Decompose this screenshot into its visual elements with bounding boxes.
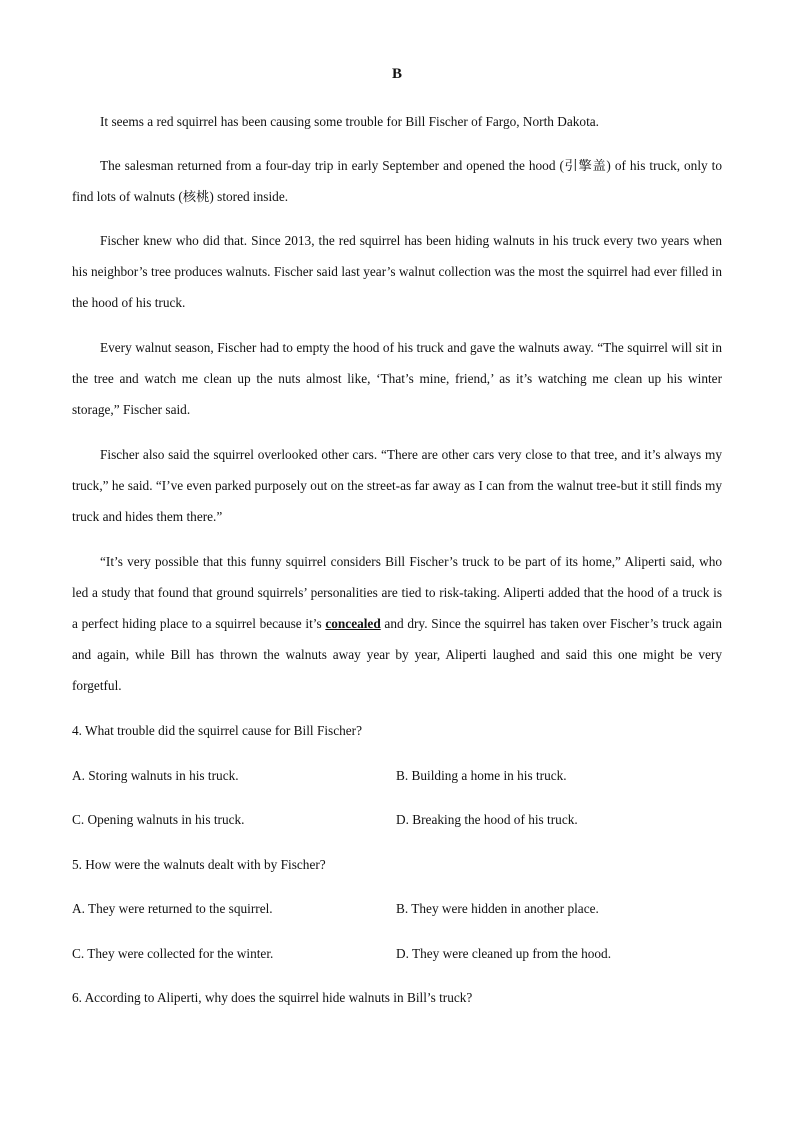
section-title: B bbox=[391, 66, 402, 82]
question-5-option-b: B. They were hidden in another place. bbox=[396, 901, 599, 916]
question-5-option-d: D. They were cleaned up from the hood. bbox=[396, 946, 612, 961]
question-4-option-c: C. Opening walnuts in his truck. bbox=[72, 812, 245, 827]
question-4-option-d: D. Breaking the hood of his truck. bbox=[396, 812, 578, 827]
passage-paragraph-5: Fischer also said the squirrel overlooked other cars. “There are other cars very close to that tree, and it’s always my truck,” he said. “I’ve even parked purposely out on the street-as far away as I can from the walnut tree-but it still finds my truck and hides them there.” bbox=[72, 447, 722, 524]
highlighted-word-concealed: concealed bbox=[325, 616, 381, 631]
question-5-stem: 5. How were the walnuts dealt with by Fischer? bbox=[72, 857, 326, 872]
question-4-option-a: A. Storing walnuts in his truck. bbox=[72, 768, 239, 783]
question-4-option-b: B. Building a home in his truck. bbox=[396, 768, 567, 783]
paragraph-6-text-start: “It’s very possible that this funny squirrel considers Bill Fischer’s truck to be part of its home,” Aliperti said, who led a study that found that ground squirrels’ personalities are tied to risk-taking. Aliperti added that the hood of a truck is a perfect hiding place to a squirrel because it’s bbox=[72, 554, 722, 631]
question-4-stem: 4. What trouble did the squirrel cause for Bill Fischer? bbox=[72, 723, 362, 738]
question-5-option-a: A. They were returned to the squirrel. bbox=[72, 901, 273, 916]
passage-paragraph-4: Every walnut season, Fischer had to empty the hood of his truck and gave the walnuts away. “The squirrel will sit in the tree and watch me clean up the nuts almost like, ‘That’s mine, friend,’ as it’s watching me clean up his winter storage,” Fischer said. bbox=[72, 340, 722, 417]
question-6-stem: 6. According to Aliperti, why does the squirrel hide walnuts in Bill’s truck? bbox=[72, 990, 473, 1005]
question-5-option-c: C. They were collected for the winter. bbox=[72, 946, 274, 961]
passage-paragraph-1: It seems a red squirrel has been causing some trouble for Bill Fischer of Fargo, North Dakota. bbox=[100, 114, 600, 129]
passage-paragraph-3: Fischer knew who did that. Since 2013, the red squirrel has been hiding walnuts in his truck every two years when his neighbor’s tree produces walnuts. Fischer said last year’s walnut collection was the most the squirrel had ever filled in the hood of his truck. bbox=[72, 233, 722, 310]
passage-paragraph-2: The salesman returned from a four-day trip in early September and opened the hood (引擎盖) of his truck, only to find lots of walnuts (核桃) stored inside. bbox=[72, 158, 722, 204]
paragraph-6-text-end: and dry. Since the squirrel has taken over Fischer’s truck again and again, while Bill has thrown the walnuts away year by year, Aliperti laughed and said this one might be very forgetful. bbox=[72, 616, 722, 693]
passage-paragraph-6 bbox=[72, 546, 722, 701]
